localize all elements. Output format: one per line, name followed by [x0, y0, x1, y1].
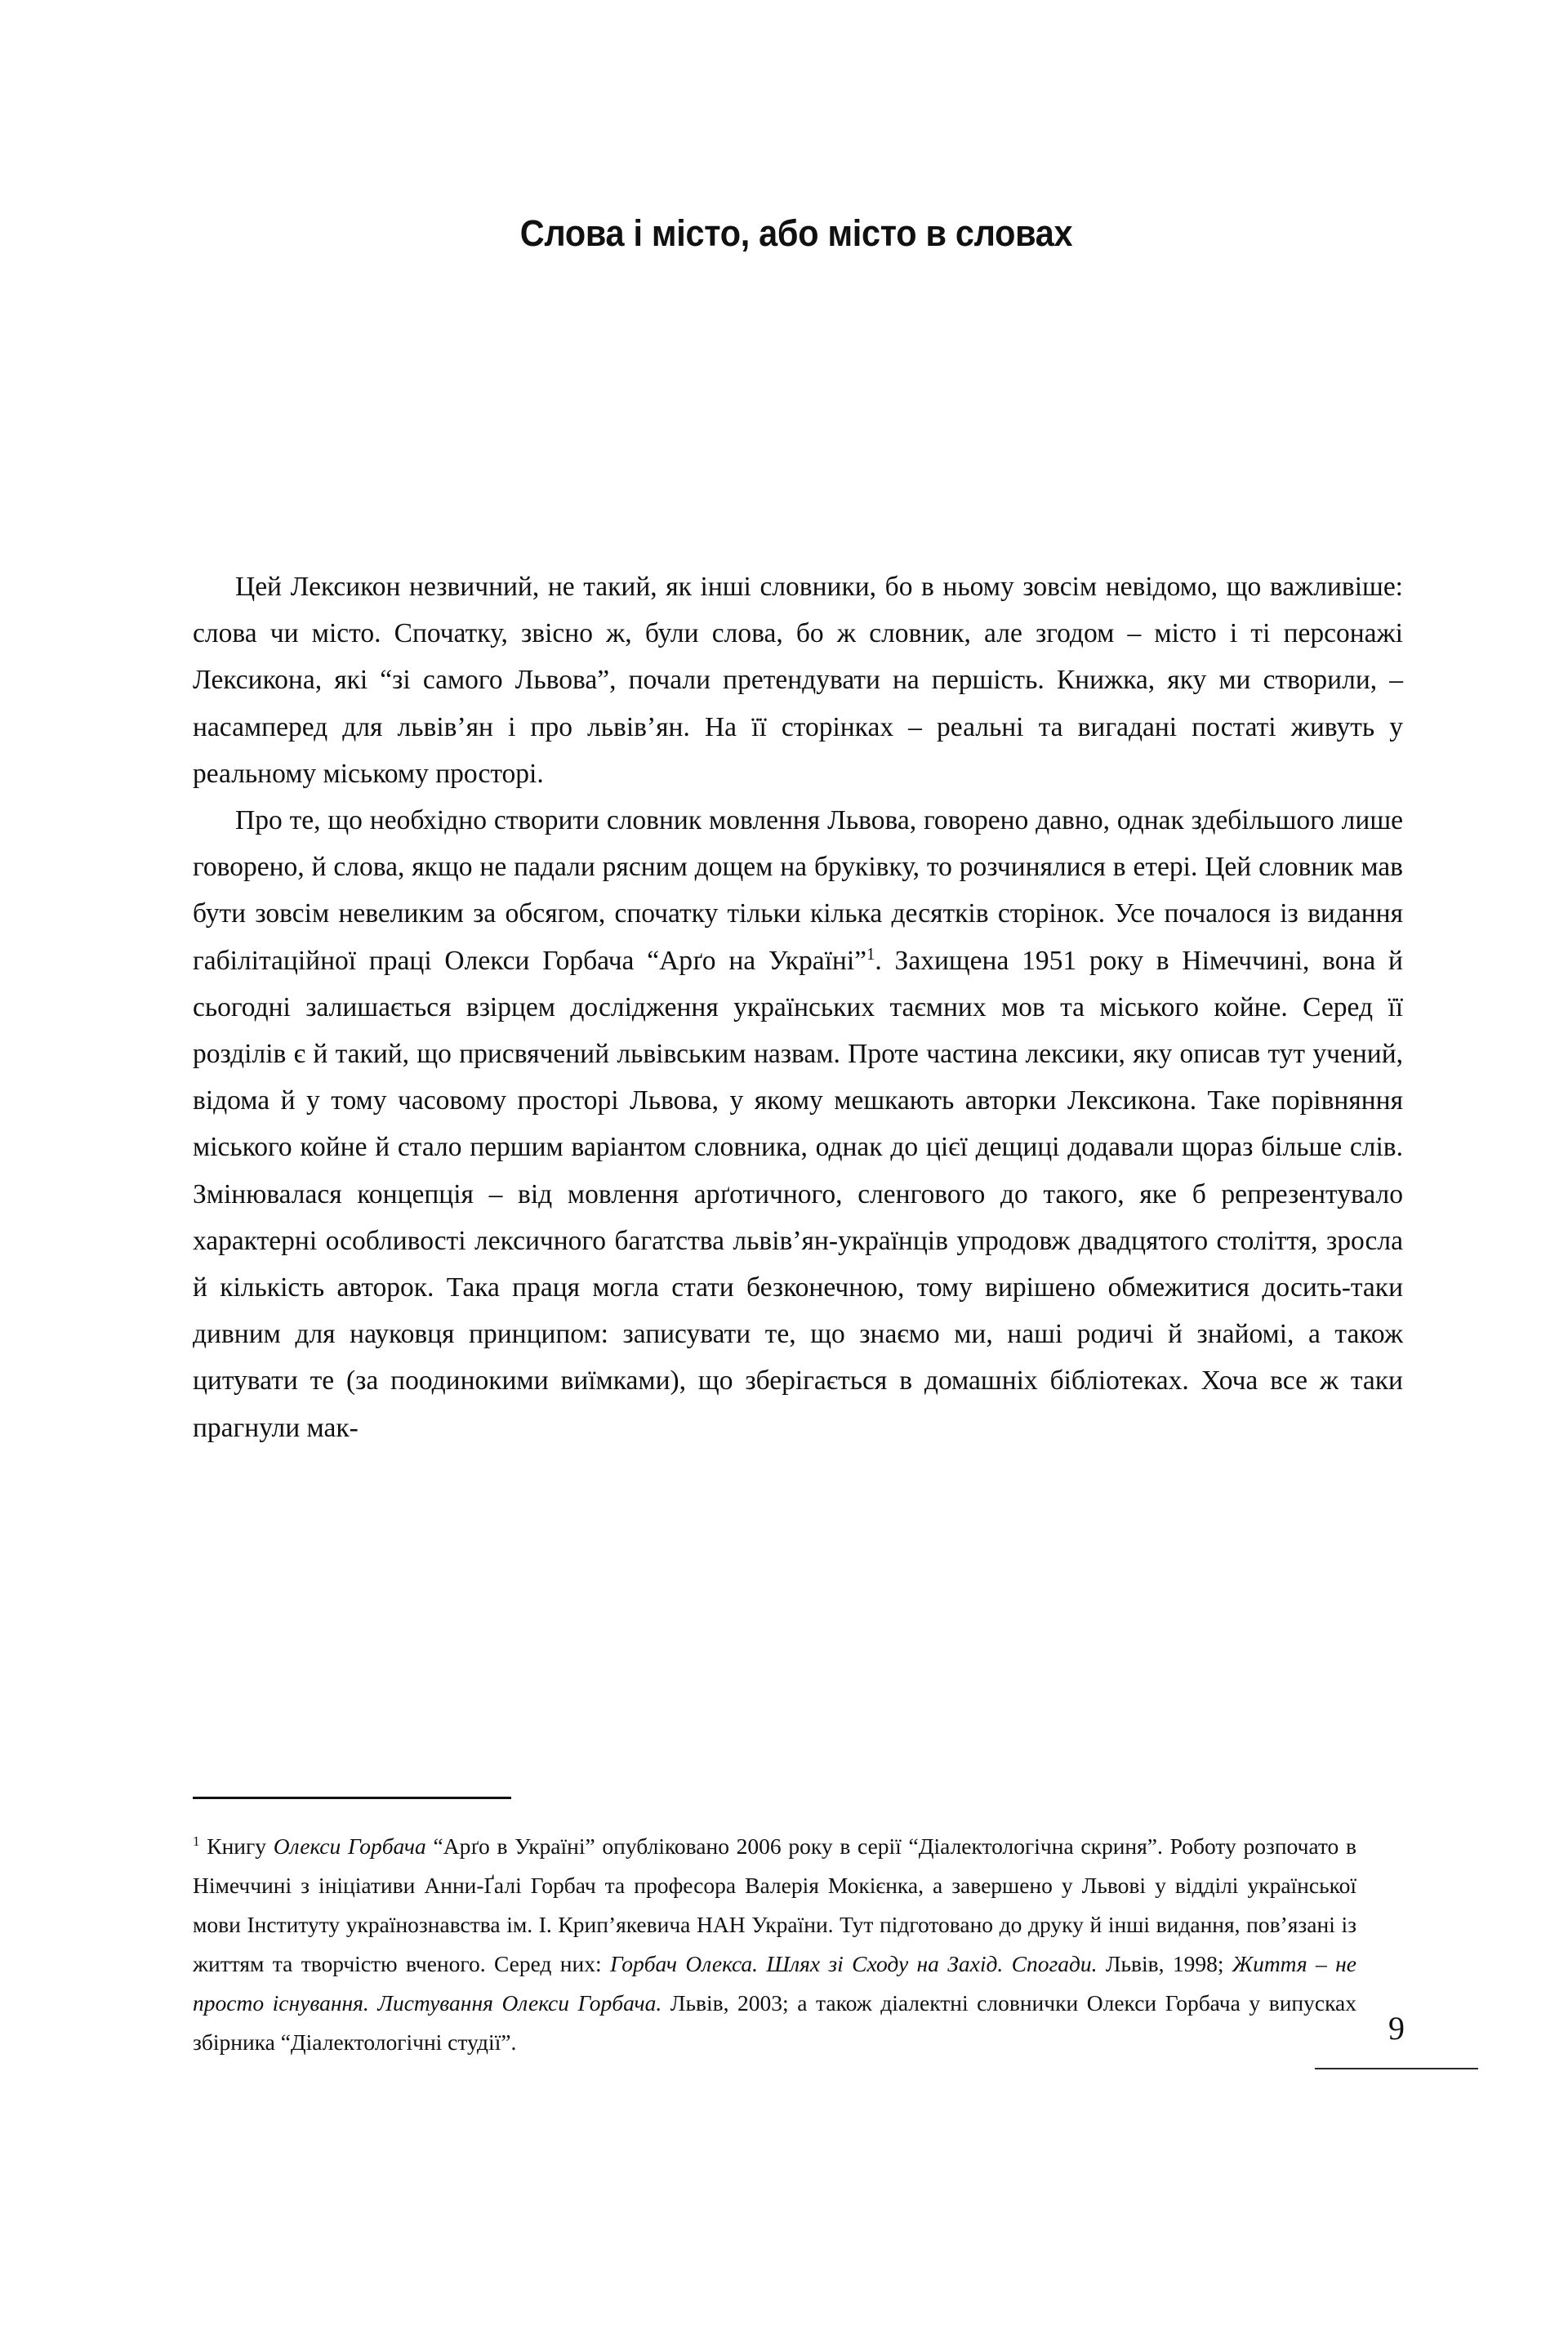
footnote-separator-rule: [193, 1797, 511, 1799]
footnote-segment-0: Книгу: [199, 1833, 274, 1859]
footnote-marker: 1: [193, 1833, 200, 1849]
page-title: Слова і місто, або місто в словах: [519, 212, 1073, 255]
footnote-segment-4: Львів, 1998;: [1097, 1951, 1232, 1976]
body-text-block: [193, 564, 1403, 1451]
footnote-block: [193, 1797, 1356, 2062]
page-footer: [1315, 2009, 1478, 2069]
page-number-rule: [1315, 2068, 1478, 2069]
footnote-reference-1[interactable]: 1: [866, 944, 875, 964]
footnote-segment-6: Львів, 2003; а також діалектні словнички Олекси Горбача у випусках збірника “Діалектологічні студії”.: [193, 1990, 1356, 2055]
paragraph-2: [193, 797, 1403, 1451]
footnote-segment-3-italic: Горбач Олекса. Шлях зі Сходу на Захід. Спогади.: [609, 1951, 1098, 1976]
paragraph-2-part-2: . Захищена 1951 року в Німеччині, вона й сьогодні залишається взірцем дослідження українських таємних мов та міського койне. Серед її розділів є й такий, що присвячений львівським назвам. Проте частина лексики, яку описав тут учений, відома й у тому часовому просторі Львова, у якому мешкають авторки Лексикона. Таке порівняння міського койне й стало першим варіантом словника, однак до цієї дещиці додавали щораз більше слів. Змінювалася концепція – від мовлення арґотичного, сленгового до такого, яке б репрезентувало характерні особливості лексичного багатства львів’ян-українців упродовж двадцятого століття, зросла й кількість авторок. Така праця могла стати безконечною, тому вирішено обмежитися досить-таки дивним для науковця принципом: записувати те, що знаємо ми, наші родичі й знайомі, а також цитувати те (за поодинокими виїмками), що зберігається в домашніх бібліотеках. Хоча все ж таки прагнули мак-: [193, 945, 1403, 1443]
footnote-segment-5-italic: Життя – не просто існування. Листування Олекси Горбача.: [193, 1951, 1356, 2016]
paragraph-2-part-1: Про те, що необхідно створити словник мовлення Львова, говорено давно, однак здебільшого лише говорено, й слова, якщо не падали рясним дощем на бруківку, то розчинялися в етері. Цей словник мав бути зовсім невеликим за обсягом, спочатку тільки кілька десятків сторінок. Усе почалося із видання габілітаційної праці Олекси Горбача “Арґо на Україні”: [193, 805, 1403, 976]
footnote-segment-2: “Арґо в Україні” опубліковано 2006 року в серії “Діалектологічна скриня”. Роботу розпочато в Німеччині з ініціативи Анни-Ґалі Горбач та професора Валерія Мокієнка, а завершено у Львові у відділі української мови Інституту українознавства ім. І. Крип’якевича НАН України. Тут підготовано до друку й інші видання, пов’язані із життям та творчістю вченого. Серед них:: [193, 1833, 1356, 1976]
paragraph-1: Цей Лексикон незвичний, не такий, як інші словники, бо в ньому зовсім невідомо, що важливіше: слова чи місто. Спочатку, звісно ж, були слова, бо ж словник, але згодом – місто і ті персонажі Лексикона, які “зі самого Львова”, почали претендувати на першість. Книжка, яку ми створили, – насамперед для львів’ян і про львів’ян. На її сторінках – реальні та вигадані постаті живуть у реальному міському просторі.: [193, 572, 1403, 789]
footnote-text: [193, 1827, 1356, 2062]
footnote-segment-1-italic: Олекси Горбача: [273, 1833, 426, 1859]
page-number: 9: [1388, 2010, 1405, 2047]
